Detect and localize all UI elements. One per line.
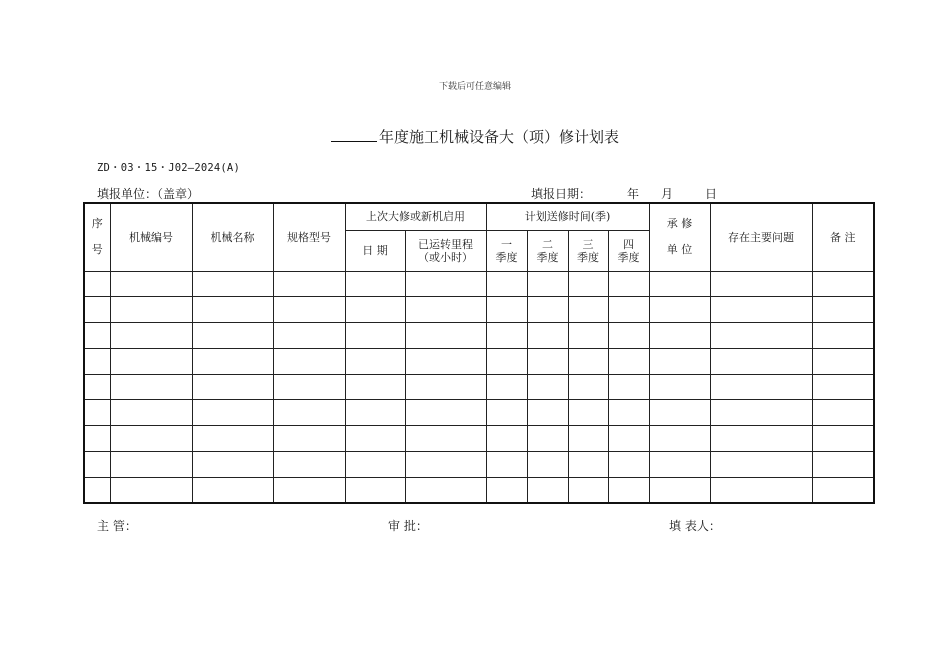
table-cell[interactable] bbox=[527, 271, 568, 297]
table-cell[interactable] bbox=[486, 348, 527, 374]
table-cell[interactable] bbox=[568, 426, 608, 452]
table-cell[interactable] bbox=[273, 452, 345, 478]
table-cell[interactable] bbox=[812, 426, 874, 452]
header-q2-label: 季度 bbox=[536, 250, 559, 264]
document-code: ZD・03・15・J02—2024(A) bbox=[97, 162, 240, 174]
header-model: 规格型号 bbox=[273, 203, 345, 271]
header-q4-num: 四 bbox=[623, 237, 635, 251]
table-cell[interactable] bbox=[486, 452, 527, 478]
header-mileage-2: （或小时） bbox=[418, 250, 473, 264]
fill-date bbox=[531, 185, 717, 202]
header-repair-unit bbox=[649, 203, 710, 271]
table-cell[interactable] bbox=[192, 426, 273, 452]
table-cell[interactable] bbox=[568, 323, 608, 349]
table-cell[interactable] bbox=[649, 323, 710, 349]
table-cell[interactable] bbox=[568, 297, 608, 323]
table-cell[interactable] bbox=[84, 297, 110, 323]
header-q3-label: 季度 bbox=[577, 250, 599, 264]
table-cell[interactable] bbox=[710, 426, 812, 452]
table-cell[interactable] bbox=[568, 477, 608, 503]
table-cell[interactable] bbox=[192, 477, 273, 503]
table-cell[interactable] bbox=[710, 452, 812, 478]
table-cell[interactable] bbox=[192, 271, 273, 297]
table-cell[interactable] bbox=[405, 374, 486, 400]
header-group-plan: 计划送修时间(季) bbox=[486, 203, 649, 230]
table-cell[interactable] bbox=[486, 426, 527, 452]
header-q3 bbox=[568, 230, 608, 271]
table-cell[interactable] bbox=[710, 271, 812, 297]
header-note: 下载后可任意编辑 bbox=[438, 82, 511, 92]
table-cell[interactable] bbox=[486, 400, 527, 426]
fill-date-label: 填报日期： bbox=[531, 187, 592, 201]
table-cell[interactable] bbox=[649, 348, 710, 374]
year-label: 年 bbox=[627, 187, 640, 201]
table-cell[interactable] bbox=[345, 477, 405, 503]
table-cell[interactable] bbox=[527, 400, 568, 426]
table-cell[interactable] bbox=[608, 323, 649, 349]
table-cell[interactable] bbox=[527, 452, 568, 478]
table-cell[interactable] bbox=[710, 477, 812, 503]
table-cell[interactable] bbox=[110, 426, 192, 452]
table-cell[interactable] bbox=[486, 323, 527, 349]
table-cell[interactable] bbox=[527, 297, 568, 323]
table-cell[interactable] bbox=[568, 271, 608, 297]
table-cell[interactable] bbox=[649, 452, 710, 478]
table-cell[interactable] bbox=[608, 452, 649, 478]
table-cell[interactable] bbox=[608, 271, 649, 297]
table-cell[interactable] bbox=[710, 374, 812, 400]
table-cell[interactable] bbox=[110, 323, 192, 349]
table-cell[interactable] bbox=[345, 271, 405, 297]
table-cell[interactable] bbox=[405, 452, 486, 478]
table-cell[interactable] bbox=[710, 323, 812, 349]
table-cell[interactable] bbox=[84, 400, 110, 426]
table-cell[interactable] bbox=[649, 297, 710, 323]
header-mileage bbox=[405, 230, 486, 271]
header-main-issue: 存在主要问题 bbox=[710, 203, 812, 271]
table-cell[interactable] bbox=[812, 297, 874, 323]
table-cell[interactable] bbox=[345, 374, 405, 400]
table-cell[interactable] bbox=[405, 323, 486, 349]
header-machine-name: 机械名称 bbox=[192, 203, 273, 271]
table-cell[interactable] bbox=[812, 477, 874, 503]
table-cell[interactable] bbox=[527, 374, 568, 400]
table-cell[interactable] bbox=[527, 426, 568, 452]
table-cell[interactable] bbox=[608, 400, 649, 426]
table-cell[interactable] bbox=[405, 400, 486, 426]
table-cell[interactable] bbox=[649, 426, 710, 452]
table-cell[interactable] bbox=[812, 374, 874, 400]
table-cell[interactable] bbox=[110, 477, 192, 503]
table-cell[interactable] bbox=[273, 374, 345, 400]
table-cell[interactable] bbox=[345, 452, 405, 478]
table-cell[interactable] bbox=[192, 452, 273, 478]
table-cell[interactable] bbox=[84, 348, 110, 374]
table-cell[interactable] bbox=[812, 323, 874, 349]
table-cell[interactable] bbox=[192, 400, 273, 426]
table-cell[interactable] bbox=[710, 400, 812, 426]
month-label: 月 bbox=[661, 187, 674, 201]
table-cell[interactable] bbox=[273, 400, 345, 426]
table-cell[interactable] bbox=[649, 374, 710, 400]
fill-unit-label: 填报单位：（盖章） bbox=[97, 187, 200, 201]
table-cell[interactable] bbox=[345, 348, 405, 374]
table-cell[interactable] bbox=[568, 374, 608, 400]
table-cell[interactable] bbox=[812, 271, 874, 297]
header-q2 bbox=[527, 230, 568, 271]
table-cell[interactable] bbox=[192, 323, 273, 349]
table-cell[interactable] bbox=[345, 297, 405, 323]
header-seq bbox=[84, 203, 110, 271]
table-cell[interactable] bbox=[649, 400, 710, 426]
table-row bbox=[84, 271, 874, 297]
table-cell[interactable] bbox=[649, 271, 710, 297]
table-cell[interactable] bbox=[84, 374, 110, 400]
table-cell[interactable] bbox=[273, 323, 345, 349]
table-cell[interactable] bbox=[527, 477, 568, 503]
table-cell[interactable] bbox=[608, 297, 649, 323]
table-cell[interactable] bbox=[812, 348, 874, 374]
table-cell[interactable] bbox=[812, 452, 874, 478]
table-cell[interactable] bbox=[527, 323, 568, 349]
day-label: 日 bbox=[705, 187, 718, 201]
table-cell[interactable] bbox=[192, 297, 273, 323]
header-repair-unit-1: 承 修 bbox=[666, 217, 693, 231]
title-text: 年度施工机械设备大（项）修计划表 bbox=[378, 128, 619, 146]
table-cell[interactable] bbox=[568, 348, 608, 374]
table-body bbox=[84, 271, 874, 503]
repair-plan-table bbox=[83, 202, 875, 504]
table-cell[interactable] bbox=[405, 348, 486, 374]
table-cell[interactable] bbox=[273, 426, 345, 452]
table-cell[interactable] bbox=[110, 271, 192, 297]
table-row bbox=[84, 426, 874, 452]
table-cell[interactable] bbox=[710, 297, 812, 323]
table-cell[interactable] bbox=[608, 348, 649, 374]
page-title bbox=[0, 126, 950, 147]
approve-label: 审 批： bbox=[388, 519, 428, 533]
header-seq-1: 序 bbox=[91, 217, 103, 231]
header-machine-code: 机械编号 bbox=[110, 203, 192, 271]
table-cell[interactable] bbox=[84, 477, 110, 503]
table-cell[interactable] bbox=[405, 477, 486, 503]
table-cell[interactable] bbox=[486, 374, 527, 400]
table-cell[interactable] bbox=[84, 271, 110, 297]
table-cell[interactable] bbox=[110, 348, 192, 374]
header-group-last-repair: 上次大修或新机启用 bbox=[345, 203, 486, 230]
table-cell[interactable] bbox=[568, 452, 608, 478]
table-cell[interactable] bbox=[345, 400, 405, 426]
table-cell[interactable] bbox=[405, 271, 486, 297]
table-cell[interactable] bbox=[192, 374, 273, 400]
filler-label: 填 表人： bbox=[669, 519, 721, 533]
header-q1-num: 一 bbox=[501, 237, 512, 251]
table-cell[interactable] bbox=[568, 400, 608, 426]
table-cell[interactable] bbox=[405, 426, 486, 452]
table-cell[interactable] bbox=[710, 348, 812, 374]
table-cell[interactable] bbox=[110, 297, 192, 323]
header-seq-2: 号 bbox=[91, 243, 103, 257]
header-q4 bbox=[608, 230, 649, 271]
header-remarks: 备 注 bbox=[812, 203, 874, 271]
supervisor-label: 主 管： bbox=[97, 519, 137, 533]
year-blank[interactable] bbox=[331, 127, 377, 142]
table-cell[interactable] bbox=[486, 297, 527, 323]
table-cell[interactable] bbox=[84, 323, 110, 349]
table-row bbox=[84, 374, 874, 400]
header-repair-unit-2: 单 位 bbox=[666, 243, 693, 257]
table-row bbox=[84, 297, 874, 323]
table-cell[interactable] bbox=[273, 297, 345, 323]
table-row bbox=[84, 348, 874, 374]
table-cell[interactable] bbox=[608, 426, 649, 452]
table-cell[interactable] bbox=[608, 374, 649, 400]
table-cell[interactable] bbox=[345, 426, 405, 452]
table-row bbox=[84, 452, 874, 478]
table-row bbox=[84, 323, 874, 349]
header-q1 bbox=[486, 230, 527, 271]
header-q3-num: 三 bbox=[582, 237, 594, 251]
table-cell[interactable] bbox=[273, 348, 345, 374]
table-cell[interactable] bbox=[649, 477, 710, 503]
table-cell[interactable] bbox=[405, 297, 486, 323]
table-row bbox=[84, 400, 874, 426]
header-mileage-1: 已运转里程 bbox=[418, 237, 473, 251]
table-cell[interactable] bbox=[345, 323, 405, 349]
table-cell[interactable] bbox=[527, 348, 568, 374]
table-cell[interactable] bbox=[110, 452, 192, 478]
table-cell[interactable] bbox=[273, 271, 345, 297]
table-cell[interactable] bbox=[110, 374, 192, 400]
table-cell[interactable] bbox=[273, 477, 345, 503]
header-q2-num: 二 bbox=[542, 237, 553, 251]
table-cell[interactable] bbox=[812, 400, 874, 426]
table-cell[interactable] bbox=[110, 400, 192, 426]
header-q1-label: 季度 bbox=[495, 250, 518, 264]
table-cell[interactable] bbox=[486, 271, 527, 297]
table-cell[interactable] bbox=[84, 426, 110, 452]
table-cell[interactable] bbox=[84, 452, 110, 478]
table-row bbox=[84, 477, 874, 503]
table-cell[interactable] bbox=[608, 477, 649, 503]
table-cell[interactable] bbox=[486, 477, 527, 503]
table-cell[interactable] bbox=[192, 348, 273, 374]
header-date: 日 期 bbox=[345, 230, 405, 271]
header-q4-label: 季度 bbox=[617, 250, 640, 264]
